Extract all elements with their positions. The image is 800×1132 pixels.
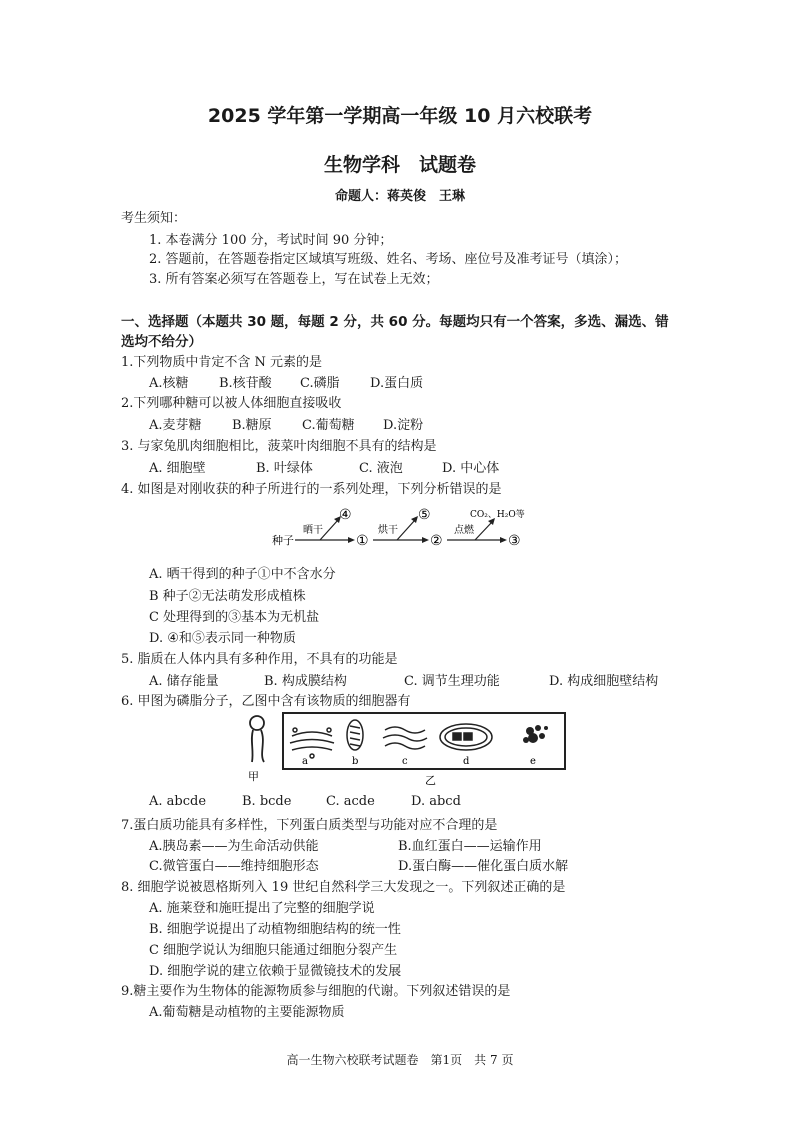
phospholipid-molecule [250, 716, 264, 762]
exam-title: 2025 学年第一学期高一年级 10 月六校联考 [207, 105, 593, 127]
exam-subtitle: 生物学科 试题卷 [323, 154, 476, 176]
question-2-stem: 2.下列哪种糖可以被人体细胞直接吸收 [121, 396, 342, 411]
q6-option-b: B. bcde [242, 794, 292, 809]
question-9-stem: 9.糖主要作为生物体的能源物质参与细胞的代谢。下列叙述错误的是 [121, 984, 511, 999]
q9-option-a: A.葡萄糖是动植物的主要能源物质 [149, 1005, 345, 1020]
question-7-stem: 7.蛋白质功能具有多样性，下列蛋白质类型与功能对应不合理的是 [121, 818, 498, 833]
q2-option-b: B.糖原 [232, 418, 272, 433]
branch-five [397, 520, 415, 540]
diagram-seed-label: 种子 [272, 534, 294, 547]
q3-option-d: D. 中心体 [442, 461, 500, 476]
question-6-stem: 6. 甲图为磷脂分子，乙图中含有该物质的细胞器有 [121, 694, 411, 709]
q4-option-c: C 处理得到的③基本为无机盐 [149, 610, 320, 625]
arrowhead-oven-dry [422, 537, 429, 543]
organelle-label-a: a [302, 756, 308, 767]
question-3-stem: 3. 与家兔肌肉细胞相比，菠菜叶肉细胞不具有的结构是 [121, 439, 437, 454]
q8-option-b: B. 细胞学说提出了动植物细胞结构的统一性 [149, 922, 401, 937]
q1-option-c: C.磷脂 [300, 376, 340, 391]
chloroplast [440, 724, 492, 750]
diagram-step-oven-dry: 烘干 [378, 525, 398, 536]
q5-option-b: B. 构成膜结构 [264, 674, 347, 689]
q3-option-c: C. 液泡 [359, 461, 403, 476]
q6-option-c: C. acde [326, 794, 375, 809]
q7-option-b: B.血红蛋白——运输作用 [398, 839, 542, 854]
section-heading-line1: 一、选择题（本题共 30 题，每题 2 分，共 60 分。每题均只有一个答案，多选、漏选、错 [121, 314, 669, 330]
q4-option-a: A. 晒干得到的种子①中不含水分 [149, 567, 336, 582]
q7-option-d: D.蛋白酶——催化蛋白质水解 [398, 859, 569, 874]
arrowhead-burn [500, 537, 507, 543]
q3-option-b: B. 叶绿体 [256, 461, 313, 476]
figure-label-yi: 乙 [425, 774, 436, 787]
q8-option-a: A. 施莱登和施旺提出了完整的细胞学说 [149, 901, 375, 916]
golgi-apparatus [290, 728, 334, 758]
diagram-step-sun-dry: 晒干 [303, 525, 323, 536]
organelle-label-c: c [402, 756, 408, 767]
q4-option-b: B 种子②无法萌发形成植株 [149, 589, 306, 604]
branch-gas [475, 522, 492, 540]
notice-heading: 考生须知： [121, 211, 187, 226]
question-8-stem: 8. 细胞学说被恩格斯列入 19 世纪自然科学三大发现之一。下列叙述正确的是 [121, 880, 566, 895]
exam-authors: 命题人：蒋英俊 王琳 [334, 189, 465, 204]
question-5-stem: 5. 脂质在人体内具有多种作用，不具有的功能是 [121, 652, 398, 667]
q2-option-d: D.淀粉 [383, 418, 424, 433]
notice-item-3: 3. 所有答案必须写在答题卷上，写在试卷上无效； [149, 272, 439, 287]
section-heading-line2: 选均不给分） [121, 334, 202, 350]
diagram-num-3: ③ [508, 533, 521, 549]
diagram-num-1: ① [356, 533, 369, 549]
organelle-label-e: e [530, 756, 536, 767]
q5-option-a: A. 储存能量 [149, 674, 219, 689]
phospholipid-organelle-figure [240, 710, 570, 788]
notice-item-1: 1. 本卷满分 100 分，考试时间 90 分钟； [149, 233, 393, 248]
q8-option-c: C 细胞学说认为细胞只能通过细胞分裂产生 [149, 943, 398, 958]
arrowhead-sun-dry [348, 537, 355, 543]
q3-option-a: A. 细胞壁 [149, 461, 206, 476]
figure-label-jia: 甲 [248, 770, 259, 783]
page-footer: 高一生物六校联考试题卷 第1页 共 7 页 [286, 1053, 514, 1067]
notice-item-2: 2. 答题前，在答题卷指定区域填写班级、姓名、考场、座位号及准考证号（填涂）； [149, 252, 628, 267]
question-4-stem: 4. 如图是对刚收获的种子所进行的一系列处理，下列分析错误的是 [121, 482, 502, 497]
q5-option-c: C. 调节生理功能 [404, 674, 500, 689]
q6-option-d: D. abcd [411, 794, 461, 809]
q2-option-a: A.麦芽糖 [149, 418, 202, 433]
question-1-stem: 1.下列物质中肯定不含 N 元素的是 [121, 355, 323, 370]
q6-option-a: A. abcde [149, 794, 207, 809]
q1-option-d: D.蛋白质 [370, 376, 424, 391]
organelle-label-b: b [352, 756, 359, 767]
diagram-step-burn: 点燃 [454, 525, 474, 536]
q5-option-d: D. 构成细胞壁结构 [549, 674, 659, 689]
seed-processing-diagram [270, 500, 550, 555]
ribosome [523, 725, 548, 743]
q7-option-a: A.胰岛素——为生命活动供能 [149, 839, 319, 854]
q1-option-b: B.核苷酸 [219, 376, 272, 391]
mitochondrion [347, 720, 363, 750]
q2-option-c: C.葡萄糖 [302, 418, 355, 433]
arrowhead-five [411, 516, 418, 523]
diagram-num-4: ④ [339, 507, 352, 523]
q7-option-c: C.微管蛋白——维持细胞形态 [149, 859, 319, 874]
endoplasmic-reticulum [383, 727, 427, 749]
q1-option-a: A.核糖 [149, 376, 189, 391]
q4-option-d: D. ④和⑤表示同一种物质 [149, 631, 296, 646]
diagram-num-5: ⑤ [418, 507, 431, 523]
q8-option-d: D. 细胞学说的建立依赖于显微镜技术的发展 [149, 964, 402, 979]
diagram-gas-label: CO₂、H₂O等 [470, 510, 525, 520]
diagram-num-2: ② [430, 533, 443, 549]
organelle-label-d: d [463, 756, 470, 767]
